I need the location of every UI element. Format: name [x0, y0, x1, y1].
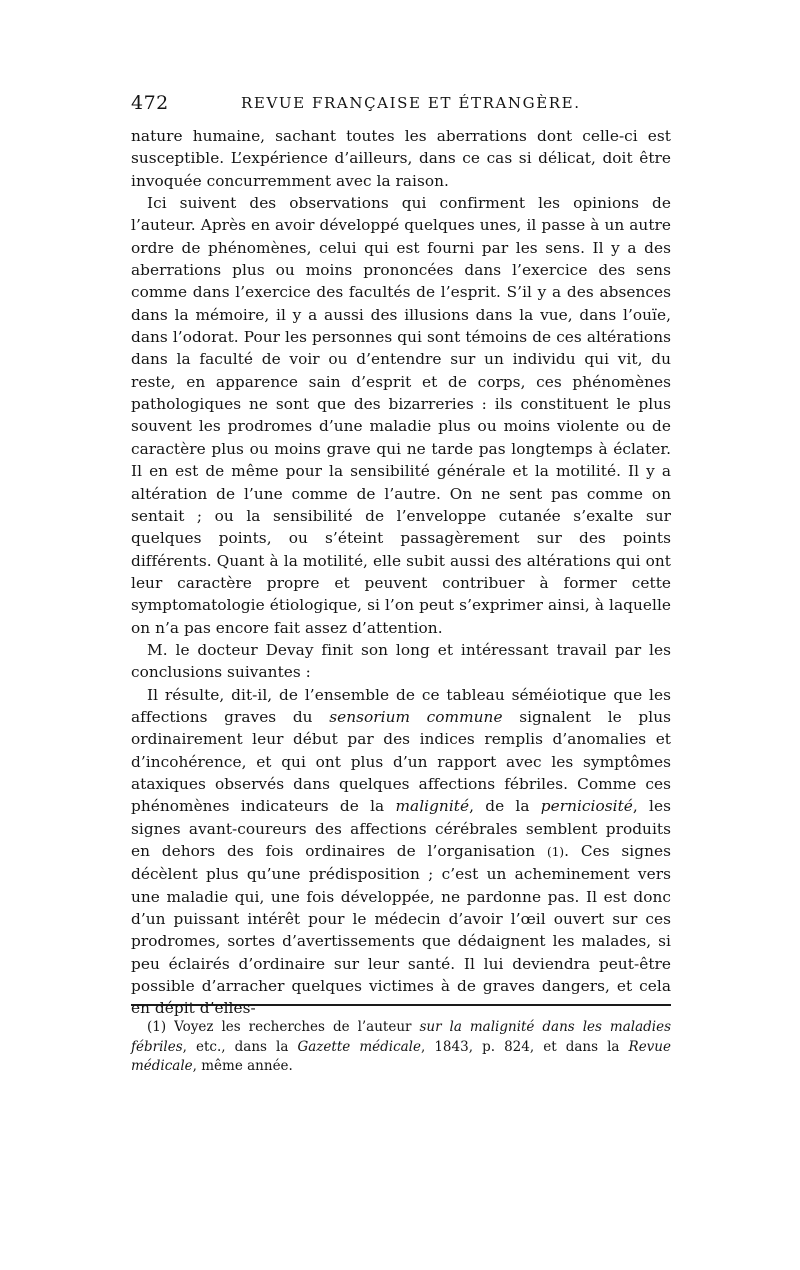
footnote-marker: (1) [147, 1019, 167, 1035]
body-text [131, 125, 671, 1020]
footnote: (1) Voyez les recherches de l’auteur sur la malignité dans les maladies fébriles, etc., dans la Gazette médicale, 1843, p. 824, et dans la Revue médicale, même année. [131, 1019, 671, 1074]
paragraph-3: M. le docteur Devay finit son long et intéressant travail par les conclusions suivantes : [131, 640, 671, 682]
italic-perniciosite: perniciosité [540, 797, 633, 816]
footnote-reference: (1) [547, 845, 565, 859]
page-number: 472 [131, 92, 169, 114]
footnote-divider [131, 1004, 671, 1006]
italic-malignite: malignité [395, 797, 470, 816]
paragraph-4: Il résulte, dit-il, de l’ensemble de ce tableau séméiotique que les affections graves du sensorium commune signalent le plus ordinairement leur début par des indices remplis d’anomalies et d’incohérence, et qui ont plus d’un rapport avec les symptômes ataxiques observés dans quelques affections fébriles. Comme ces phénomènes indicateurs de la malignité, de la perniciosité, les signes avant-coureurs des affections cérébrales semblent produits en dehors des fois ordinaires de l’organisation (1). Ces signes décèlent plus qu’une prédisposition ; c’est un acheminement vers une maladie qui, une fois développée, ne pardonne pas. Il est donc d’un puissant intérêt pour le médecin d’avoir l’œil ouvert sur ces prodromes, sortes d’avertissements que dédaignent les malades, si peu éclairés d’ordinaire sur leur santé. Il lui deviendra peut-être possible d’arracher quelques victimes à de graves dangers, et cela en dépit d’elles- [131, 685, 671, 1018]
running-title: REVUE FRANÇAISE ET ÉTRANGÈRE. [241, 94, 581, 112]
paragraph-1: nature humaine, sachant toutes les aberrations dont celle-ci est susceptible. L’expérience d’ailleurs, dans ce cas si délicat, doit être invoquée concurremment avec la raison. [131, 127, 671, 190]
italic-sensorium-commune: sensorium commune [329, 707, 503, 726]
running-head [131, 92, 671, 116]
paragraph-2: Ici suivent des observations qui confirment les opinions de l’auteur. Après en avoir développé quelques unes, il passe à un autre ordre de phénomènes, celui qui est fourni par les sens. Il y a des aberrations plus ou moins prononcées dans l’exercice des sens comme dans l’exercice des facultés de l’esprit. S’il y a des absences dans la mémoire, il y a aussi des illusions dans la vue, dans l’ouïe, dans l’odorat. Pour les personnes qui sont témoins de ces altérations dans la faculté de voir ou d’entendre sur un individu qui vit, du reste, en apparence sain d’esprit et de corps, ces phénomènes pathologiques ne sont que des bizarreries : ils constituent le plus souvent les prodromes d’une maladie plus ou moins violente ou de caractère plus ou moins grave qui ne tarde pas longtemps à éclater. Il en est de même pour la sensibilité générale et la motilité. Il y a altération de l’une comme de l’autre. On ne sent pas comme on sentait ; ou la sensibilité de l’enveloppe cutanée s’exalte sur quelques points, ou s’éteint passagèrement sur des points différents. Quant à la motilité, elle subit aussi des altérations qui ont leur caractère propre et peuvent contribuer à former cette symptomatologie étiologique, si l’on peut s’exprimer ainsi, à laquelle on n’a pas encore fait assez d’attention. [131, 194, 671, 637]
